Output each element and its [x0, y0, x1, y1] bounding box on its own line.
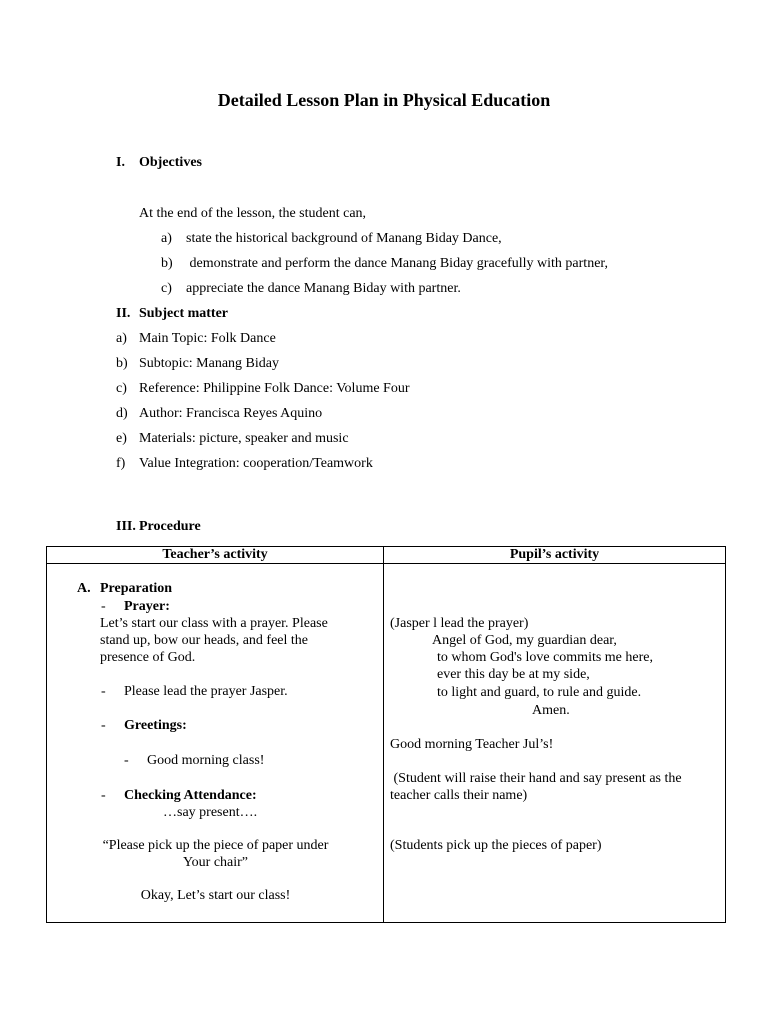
subject-marker: e)	[116, 431, 127, 446]
subject-item: Subtopic: Manang Biday	[139, 356, 279, 371]
subject-item: Author: Francisca Reyes Aquino	[139, 406, 323, 421]
subject-item: Value Integration: cooperation/Teamwork	[139, 456, 373, 471]
dash-bullet: -	[124, 753, 129, 768]
objectives-heading: Objectives	[139, 155, 202, 170]
table-row	[47, 564, 726, 923]
pupil-text-line: (Student will raise their hand and say present as the	[390, 771, 682, 786]
objective-marker: b)	[161, 256, 173, 271]
objectives-intro: At the end of the lesson, the student can,	[139, 206, 367, 221]
teacher-text-line: Good morning class!	[147, 753, 265, 768]
prayer-verse-line: Angel of God, my guardian dear,	[432, 633, 617, 648]
teacher-text-line: …say present….	[163, 805, 258, 820]
teacher-text-line: Okay, Let’s start our class!	[140, 888, 291, 903]
teacher-text-line: Let’s start our class with a prayer. Please	[100, 616, 328, 631]
pupil-text-line: teacher calls their name)	[390, 788, 528, 803]
attendance-label: Checking Attendance:	[124, 788, 257, 803]
subject-marker: c)	[116, 381, 127, 396]
objective-marker: a)	[161, 231, 172, 246]
prayer-verse-line: to light and guard, to rule and guide.	[437, 685, 642, 700]
page-title: Detailed Lesson Plan in Physical Education	[217, 90, 551, 110]
procedure-numeral: III.	[116, 519, 136, 534]
dash-bullet: -	[101, 718, 106, 733]
dash-bullet: -	[101, 684, 106, 699]
pupil-activity-header: Pupil’s activity	[384, 547, 726, 564]
subject-item: Materials: picture, speaker and music	[139, 431, 349, 446]
teacher-text-line: presence of God.	[100, 650, 196, 665]
objective-marker: c)	[161, 281, 172, 296]
teacher-text-line: “Please pick up the piece of paper under	[102, 838, 329, 853]
objective-item: demonstrate and perform the dance Manang Biday gracefully with partner,	[186, 256, 609, 271]
teacher-text-line: stand up, bow our heads, and feel the	[100, 633, 308, 648]
teacher-activity-header: Teacher’s activity	[47, 547, 384, 564]
procedure-table	[46, 546, 726, 923]
subject-marker: f)	[116, 456, 126, 471]
prayer-verse-line: to whom God's love commits me here,	[437, 650, 653, 665]
pupil-activity-cell	[384, 564, 726, 923]
table-header-row	[47, 547, 726, 564]
objective-item: state the historical background of Manang Biday Dance,	[186, 231, 502, 246]
subject-marker: d)	[116, 406, 128, 421]
prayer-verse-line: ever this day be at my side,	[437, 667, 590, 682]
subject-item: Reference: Philippine Folk Dance: Volume Four	[139, 381, 410, 396]
objective-item: appreciate the dance Manang Biday with partner.	[186, 281, 461, 296]
greetings-label: Greetings:	[124, 718, 187, 733]
section-title: Preparation	[100, 581, 173, 596]
dash-bullet: -	[101, 599, 106, 614]
teacher-activity-cell	[47, 564, 384, 923]
pupil-text-line: (Students pick up the pieces of paper)	[390, 838, 602, 853]
subject-matter-numeral: II.	[116, 306, 131, 321]
pupil-text-line: (Jasper l lead the prayer)	[390, 616, 529, 631]
procedure-heading: Procedure	[139, 519, 201, 534]
subject-item: Main Topic: Folk Dance	[139, 331, 276, 346]
prayer-label: Prayer:	[124, 599, 170, 614]
subject-marker: a)	[116, 331, 127, 346]
subject-marker: b)	[116, 356, 128, 371]
pupil-text-line: Good morning Teacher Jul’s!	[390, 737, 554, 752]
section-marker: A.	[77, 581, 91, 596]
prayer-verse-line: Amen.	[532, 703, 570, 718]
dash-bullet: -	[101, 788, 106, 803]
teacher-text-line: Your chair”	[182, 855, 249, 870]
subject-matter-heading: Subject matter	[139, 306, 229, 321]
teacher-text-line: Please lead the prayer Jasper.	[124, 684, 288, 699]
objectives-numeral: I.	[116, 155, 125, 170]
